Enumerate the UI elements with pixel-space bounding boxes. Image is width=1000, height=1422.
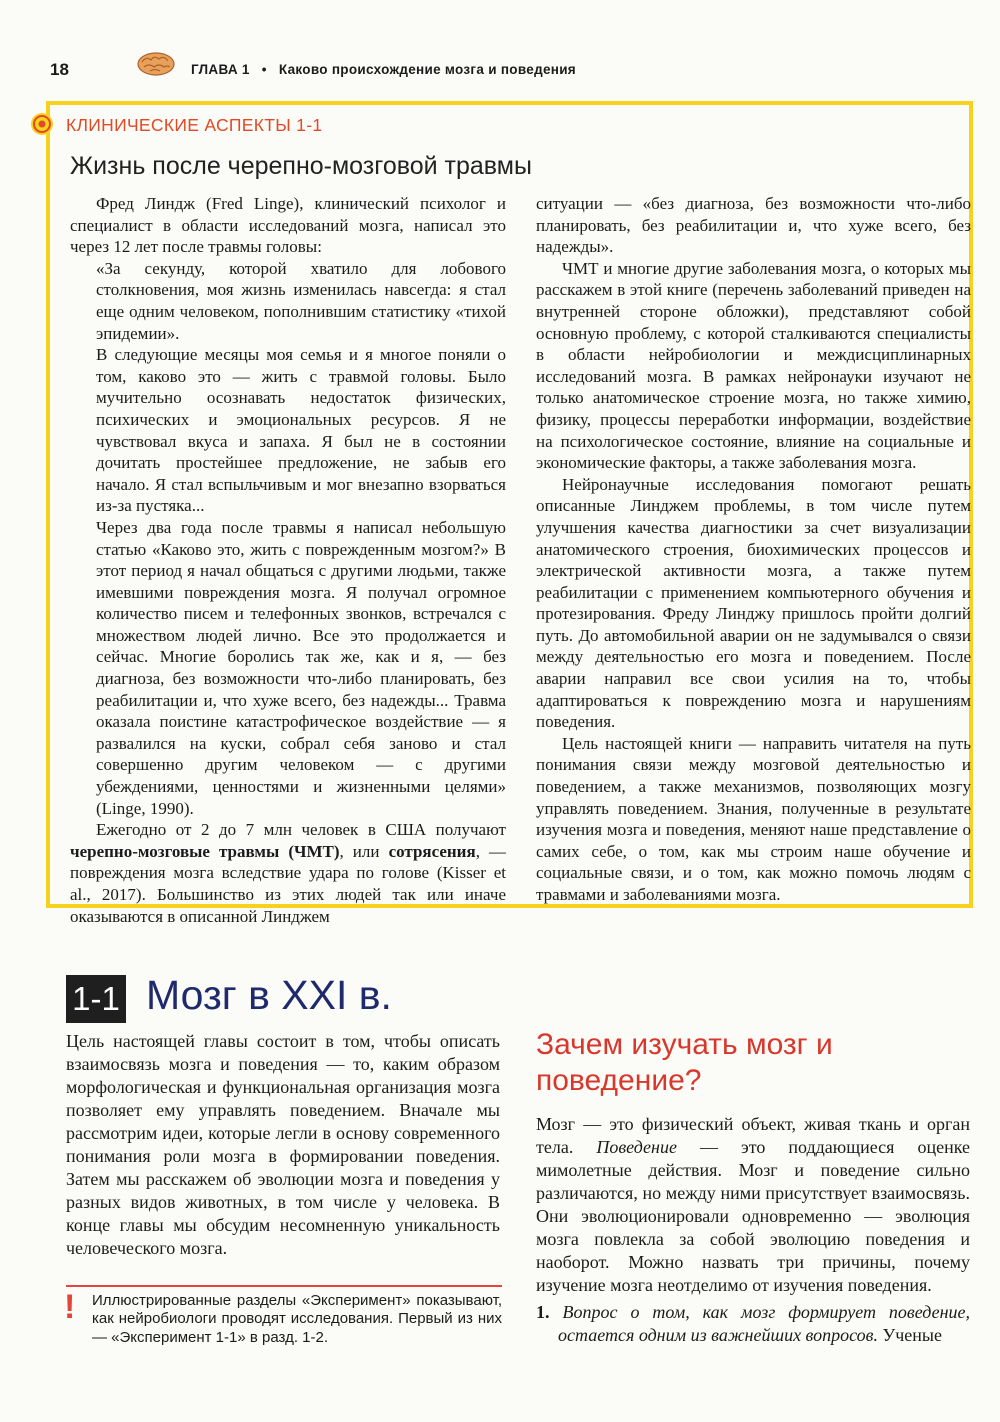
text-run: Вопрос о том, как мозг формирует поведение, остается одним из важнейших вопросов.	[558, 1302, 971, 1345]
intro-paragraph: Цель настоящей главы состоит в том, чтобы описать взаимосвязь мозга и поведения — то, каким образом морфологическая и функциональная организация мозга позволяет ему управлять поведением. Вначале мы рассмотрим идеи, которые легли в основу современного понимания роли мозга в формировании поведения. Затем мы расскажем об эволюции мозга и поведения у разных видов животных, в том числе у человека. В конце главы мы обсудим несомненную уникальность человеческого мозга.	[66, 1031, 500, 1258]
term-behavior: Поведение	[596, 1137, 677, 1157]
box-paragraph	[70, 819, 506, 927]
running-head	[191, 62, 576, 77]
box-label: КЛИНИЧЕСКИЕ АСПЕКТЫ 1-1	[66, 115, 323, 135]
why-body	[536, 1113, 970, 1347]
text-run: , или	[339, 841, 389, 861]
brain-icon	[136, 50, 176, 78]
box-paragraph: Фред Линдж (Fred Linge), клинический психолог и специалист в области исследований мозга, написал это через 12 лет после травмы головы:	[70, 194, 506, 257]
item-number: 1.	[536, 1302, 550, 1322]
section-title: Мозг в XXI в.	[146, 972, 392, 1018]
term-concussion: сотрясения	[388, 841, 476, 861]
box-paragraph: Нейронаучные исследования помогают решать описанные Линджем проблемы, в том числе путем улучшения качества диагностики за счет визуализации анатомического строения, биохимических процессов и электрической активности мозга, а также путем реабилитации с применением компьютерного обучения и протезирования. Фреду Линджу пришлось пройти долгий путь. До автомобильной аварии он не задумывался о связи между деятельностью его мозга и поведением. После аварии направил все свои усилия на то, чтобы адаптироваться к повреждению мозга и нарушениям поведения.	[536, 474, 971, 732]
subsection-heading: Зачем изучать мозг и поведение?	[536, 1028, 833, 1097]
target-icon	[30, 112, 54, 136]
box-left-column	[70, 193, 506, 927]
why-paragraph	[536, 1113, 970, 1297]
text-run: — это поддающиеся оценке мимолетные действия. Мозг и поведение сильно различаются, но между ними присутствует взаимосвязь. Они эволюционировали одновременно — эволюция мозга повлекла за собой эволюцию поведения и наоборот. Можно назвать три причины, почему изучение мозга неотделимо от изучения поведения.	[536, 1137, 971, 1295]
chapter-intro	[66, 1030, 500, 1260]
note-rule	[66, 1285, 502, 1287]
term-tbi: черепно-мозговые травмы (ЧМТ)	[70, 841, 340, 861]
experiment-note: Иллюстрированные разделы «Эксперимент» показывают, как нейробиологи проводят исследования. Первый из них — «Эксперимент 1-1» в разд. 1-2.	[92, 1292, 502, 1346]
box-paragraph: ЧМТ и многие другие заболевания мозга, о которых мы расскажем в этой книге (перечень заболеваний приведен на внутренней стороне обложки), представляют собой основную проблему, с которой сталкиваются специалисты в области нейробиологии и междисциплинарных исследований мозга. В рамках нейронауки изучают не только анатомическое строение мозга, но также химию, физику, процессы переработки информации, воздействие на психологическое состояние, влияние на социальные и экономические факторы, а также заболевания мозга.	[536, 258, 971, 473]
reason-item	[536, 1301, 970, 1347]
box-paragraph: ситуации — «без диагноза, без возможности что-либо планировать, без реабилитации и, что хуже всего, без надежды».	[536, 194, 971, 257]
text-run: Мозг — это физический объект, живая ткань и орган тела.	[536, 1114, 970, 1157]
box-right-column	[536, 193, 971, 906]
page-number: 18	[50, 60, 69, 79]
box-title: Жизнь после черепно-мозговой травмы	[70, 152, 532, 180]
quote-paragraph: В следующие месяцы моя семья и я многое поняли о том, каково это — жить с травмой головы. Было мучительно осознавать недостаток физических, психических и эмоциональных ресурсов. Я не чувствовал вкуса и запаха. Я был не в состоянии дочитать простейшее предложение, не забыв его начало. Я стал вспыльчивым и мог внезапно взорваться из-за пустяка...	[96, 345, 506, 516]
chapter-label: ГЛАВА 1	[191, 62, 250, 77]
exclamation-icon: !	[64, 1288, 76, 1326]
text-run: Ученые	[877, 1325, 942, 1345]
chapter-title: Каково происхождение мозга и поведения	[278, 62, 576, 77]
quote-paragraph: Через два года после травмы я написал небольшую статью «Каково это, жить с поврежденным мозгом?» В этот период я начал общаться с другими людьми, также имевшими повреждения мозга. Я получал огромное количество писем и телефонных звонков, встречался с множеством людей лично. Все это продолжается и сейчас. Многие боролись так же, как и я, — без диагноза, без возможности что-либо планировать, без реабилитации и, что хуже всего, без надежды... Травма оказала поистине катастрофическое воздействие — я развалился на куски, собрал себя заново и стал совершенно другим человеком — с другими убеждениями, ценностями и жизненными целями» (Linge, 1990).	[96, 517, 506, 818]
separator: •	[261, 62, 267, 77]
text-run: , — повреждения мозга вследствие удара по голове (Kisser et al., 2017). Большинство из этих людей так или иначе оказываются в описанной Линджем	[70, 841, 506, 926]
box-paragraph: Цель настоящей книги — направить читателя на путь понимания связи между мозговой деятельностью и поведением, а также механизмов, позволяющих мозгу управлять поведением. Знания, полученные в результате изучения мозга и поведения, меняют наше представление о самих себе, о том, как мы строим наше обучение и социальные связи, и о том, как можно помочь людям с травмами и заболеваниями мозга.	[536, 733, 971, 904]
section-number-badge: 1-1	[66, 975, 126, 1023]
text-run: Ежегодно от 2 до 7 млн человек в США получают	[96, 820, 506, 840]
quote-paragraph: «За секунду, которой хватило для лобового столкновения, моя жизнь изменилась навсегда: я стал еще одним человеком, пополнившим статистику «тихой эпидемии».	[96, 258, 506, 343]
